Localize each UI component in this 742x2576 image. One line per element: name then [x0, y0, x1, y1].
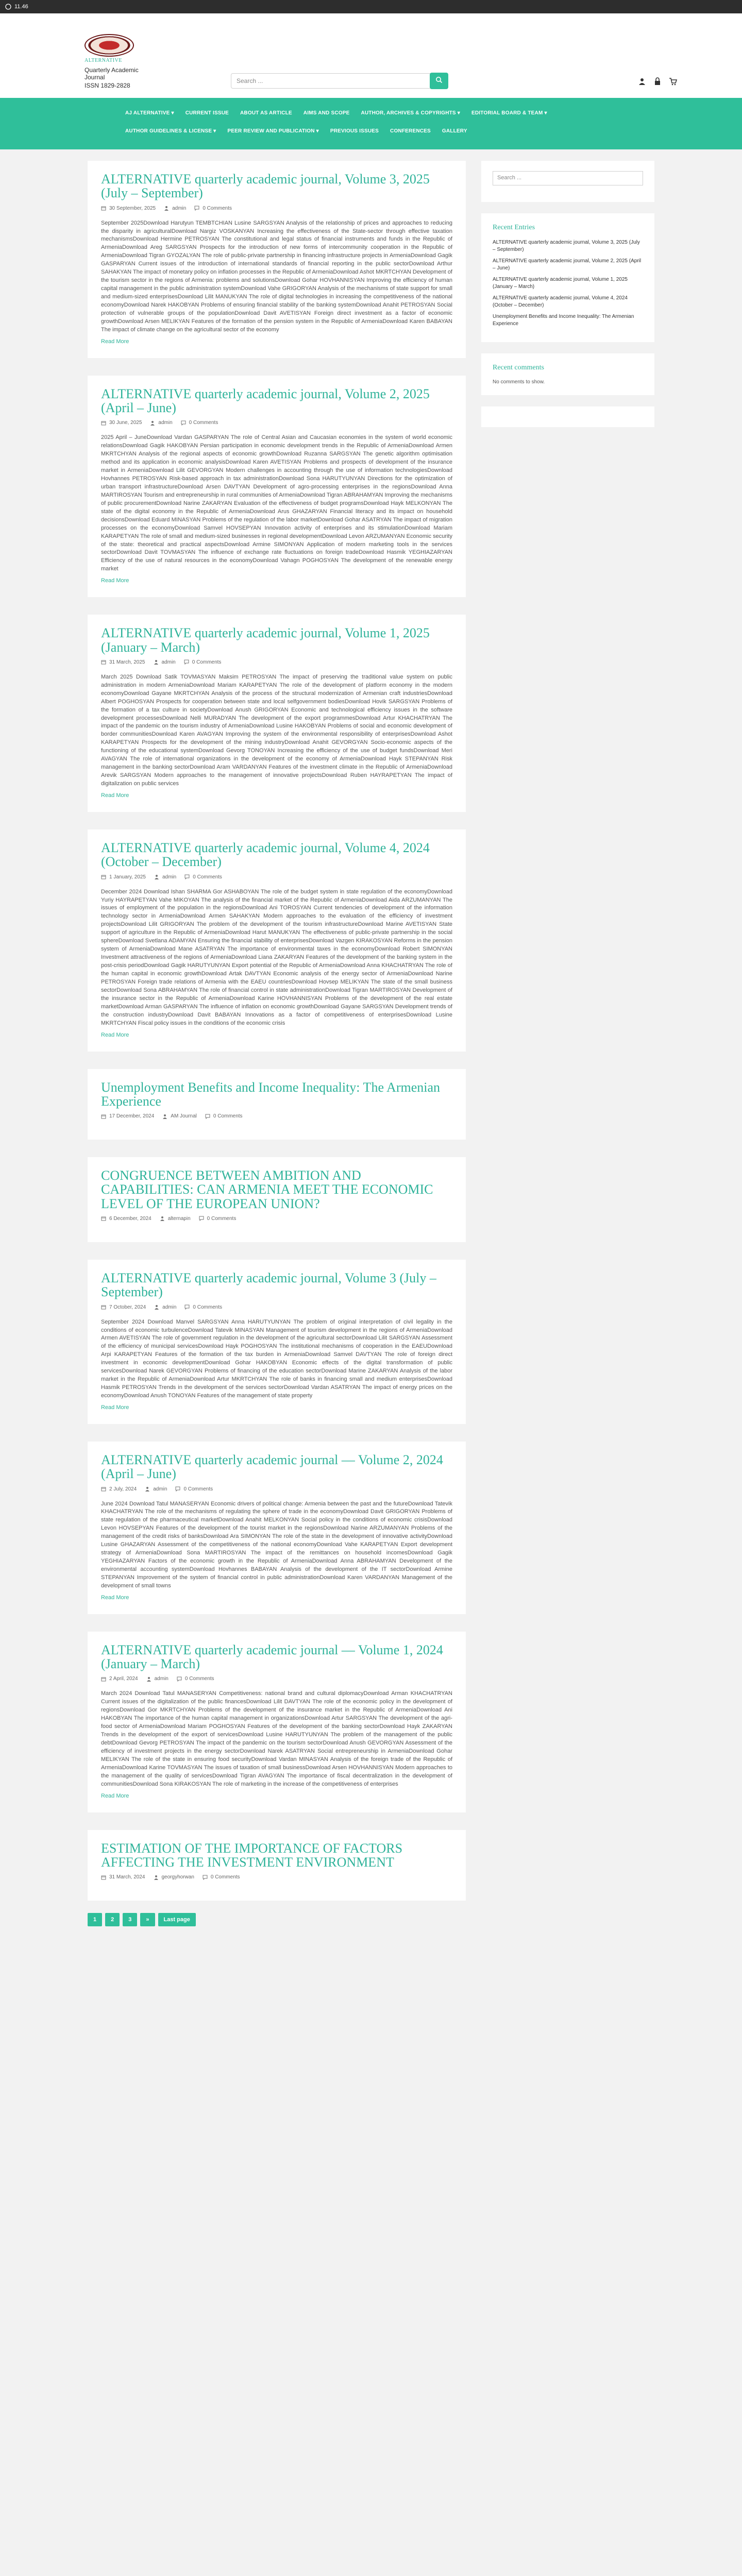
- post-meta: [101, 1113, 452, 1119]
- nav-item[interactable]: AIMS AND SCOPE: [303, 110, 350, 116]
- post-title[interactable]: ALTERNATIVE quarterly academic journal, Volume 1, 2025 (January – March): [101, 625, 430, 655]
- post-date-item: [101, 1486, 137, 1492]
- post-date: 7 October, 2024: [109, 1304, 146, 1310]
- recent-entries-widget: [481, 213, 654, 342]
- user-icon: [154, 659, 159, 665]
- read-more-link[interactable]: Read More: [101, 1594, 129, 1601]
- post-card: [88, 615, 466, 812]
- comment-icon: [181, 420, 186, 426]
- post-meta: [101, 1676, 452, 1682]
- post-author: alternapin: [167, 1215, 191, 1222]
- post-title[interactable]: Unemployment Benefits and Income Inequality: The Armenian Experience: [101, 1079, 441, 1109]
- post-meta: [101, 206, 452, 211]
- read-more-link[interactable]: Read More: [101, 1404, 129, 1411]
- post-comments-item[interactable]: [194, 206, 232, 211]
- post-card: [88, 161, 466, 358]
- comment-icon: [194, 206, 199, 211]
- nav-item[interactable]: GALLERY: [442, 128, 467, 134]
- comment-icon: [184, 874, 190, 879]
- calendar-icon: [101, 1676, 106, 1682]
- wordpress-icon: [5, 4, 11, 10]
- post-author: admin: [162, 1304, 177, 1310]
- recent-entry-link[interactable]: Unemployment Benefits and Income Inequality: The Armenian Experience: [493, 314, 634, 327]
- post-title[interactable]: ALTERNATIVE quarterly academic journal — Volume 1, 2024 (January – March): [101, 1642, 443, 1672]
- logo-text: ALTERNATIVE: [85, 58, 122, 63]
- post-excerpt: September 2024 Download Manvel SARGSYAN Anna HARUTYUNYAN The problem of original interpretation of civil legality in the conditions of economic turbulenceDownload Tatevik MINASYAN Management of tourism development in the regions of ArmeniaDownload Armen AVETISYAN The role of government regulation in the development of the agricultural sectorDownload Lilit SARGSYAN Assessment of the efficiency of municipal servicesDownload Hayk POGHOSYAN The institutional mechanisms of cooperation in the EAEUDownload Arpi KARAPETYAN Features of the formation of the tax burden in ArmeniaDownload Samvel DAVTYAN The role of foreign direct investment in economic developmentDownload Gohar HAKOBYAN Economic effects of the digital transformation of public servicesDownload Narek GEVORGYAN Problems of financing of the education sectorDownload Marine ZAKARYAN Analysis of the labor market in the Republic of ArmeniaDownload Artur MKRTCHYAN The role of banks in financing small and medium enterprisesDownload Hasmik PETROSYAN Trends in the development of the services sectorDownload Vardan ASATRYAN The impact of energy prices on the economyDownload Anush TONOYAN Features of the management of state property: [101, 1318, 452, 1399]
- post-date: 31 March, 2025: [109, 659, 145, 665]
- post-author-item[interactable]: [154, 874, 176, 880]
- post-author-item[interactable]: [160, 1216, 191, 1222]
- sidebar-search-widget: [481, 161, 654, 202]
- post-date: 31 March, 2024: [109, 1874, 145, 1880]
- read-more-link[interactable]: Read More: [101, 792, 129, 799]
- user-icon[interactable]: [638, 77, 646, 86]
- read-more-link[interactable]: Read More: [101, 1792, 129, 1799]
- recent-entries-list: [493, 239, 643, 327]
- post-date: 2 July, 2024: [109, 1486, 137, 1492]
- comment-icon: [203, 1875, 208, 1880]
- post-meta: [101, 1216, 452, 1222]
- read-more-link[interactable]: Read More: [101, 1031, 129, 1038]
- post-excerpt: 2025 April – JuneDownload Vardan GASPARYAN The role of Central Asian and Caucasian economies in the system of world economic relationsDownload Gagik HAKOBYAN Persian participation in economic development trends in the Republic of ArmeniaDownload Armen MKRTCHYAN Analysis of the regional aspects of economic growthDownload Ruzanna SARGSYAN The genetic algorithm optimisation method and its application in economic analysisDownload Karen AVETISYAN Problems and prospects of development of the insurance market in ArmeniaDownload Lilit GEVORGYAN Modern challenges in accounting through the use of information technologiesDownload Hovhannes PETROSYAN Risk-based approach in tax administrationDownload Sona HARUTYUNYAN Directions for the optimization of urban transport infrastructureDownload Arsen DAVTYAN Development of agro-processing enterprises in the regionsDownload Anna MARTIROSYAN Tourism and entrepreneurship in rural communities of ArmeniaDownload Tigran ABRAHAMYAN Improving the mechanisms of public procurementDownload Narine ZAKARYAN Evaluation of the effectiveness of budget programsDownload Hayk MELKONYAN The state of the digital economy in the Republic of ArmeniaDownload Arus GHAZARYAN Financial literacy and its impact on household decisionsDownload Eduard MINASYAN Problems of the regulation of the labor marketDownload Gohar ASATRYAN The impact of migration processes on the economyDownload Samvel HOVSEPYAN Innovation activity of enterprises and its stimulationDownload Mariam KARAPETYAN The role of small and medium-sized businesses in regional developmentDownload Levon ARZUMANYAN Economic security of the state: theoretical and practical aspectsDownload Armine SIMONYAN Application of modern marketing tools in the services sectorDownload Davit TOVMASYAN The influence of exchange rate fluctuations on foreign tradeDownload Hasmik YEGHIAZARYAN Efficiency of the use of natural resources in the economyDownload Vahagn POGHOSYAN The development of the renewable energy market: [101, 434, 452, 572]
- calendar-icon: [101, 1304, 106, 1310]
- post-date-item: [101, 206, 156, 211]
- post-title[interactable]: ALTERNATIVE quarterly academic journal, Volume 4, 2024 (October – December): [101, 840, 430, 870]
- pagination-button[interactable]: »: [140, 1913, 155, 1926]
- post-comments-item[interactable]: [181, 420, 218, 426]
- post-date: 30 September, 2025: [109, 205, 156, 211]
- post-comments-item[interactable]: [184, 659, 222, 665]
- post-comments: 0 Comments: [193, 874, 222, 880]
- post-comments: 0 Comments: [213, 1113, 243, 1120]
- post-title[interactable]: ALTERNATIVE quarterly academic journal, Volume 2, 2025 (April – June): [101, 386, 430, 416]
- post-date: 2 April, 2024: [109, 1676, 138, 1682]
- calendar-icon: [101, 420, 106, 426]
- post-author-item[interactable]: [162, 1113, 197, 1119]
- calendar-icon: [101, 1114, 106, 1119]
- post-excerpt: June 2024 Download Tatul MANASERYAN Economic drivers of political change: Armenia between the past and the futureDownload Tatevik KHACHATRYAN The role of the mechanisms of regulating the sphere of trade in the economyDownload Davit GRIGORYAN Problems of state regulation of the pharmaceutical marketDownload Anahit MELKONYAN Social policy in the conditions of economic crisisDownload Levon HOVSEPYAN Features of the development of the tourist market in the regionsDownload Narine ARZUMANYAN Problems of the management of the credit risks of banksDownload Ara SIMONYAN The role of the state in the development of innovative activityDownload Lusine GHAZARYAN Assessment of the competitiveness of the national economyDownload Vahe KARAPETYAN Export development strategy of ArmeniaDownload Sona MARTIROSYAN The impact of the remittances on household incomesDownload Gagik YEGHIAZARYAN Factors of the economic growth in the Republic of ArmeniaDownload Anna ABRAHAMYAN Development of the environmental accounting systemDownload Hovhannes BABAYAN Analysis of the development of the IT sectorDownload Armine STEPANYAN Improvement of the system of financial control in public administrationDownload Karen VARDANYAN Management of the development of small towns: [101, 1500, 452, 1589]
- post-author-item[interactable]: [154, 1874, 194, 1880]
- post-meta: [101, 1304, 452, 1310]
- post-date: 6 December, 2024: [109, 1215, 151, 1222]
- post-excerpt: September 2025Download Harutyun TEMBTCHIAN Lusine SARGSYAN Analysis of the relationship of prices and approaches to reducing the disparity in agriculturalDownload Nargiz VOSKANYAN Increasing the effectiveness of the State-sector through effective taxation mechanismsDownload Hermine PETROSYAN The constitutional and legal status of financial instruments and funds in the Republic of ArmeniaDownload Areg SARGSYAN Prospects for the introduction of new forms of intercommunity cooperation in the Republic of ArmeniaDownload Tigran GYOZALYAN The role of public-private partnership in financing infrastructure projects in ArmeniaDownload Gagik GASPARYAN Current issues of the introduction of international standards of financial reporting in the public sectorDownload Arthur SAHAKYAN The impact of monetary policy on inflation processes in the Republic of ArmeniaDownload Ashot MKRTCHYAN Development of the tourism sector in the regions of Armenia: problems and solutionsDownload Gohar HOVHANNISYAN Improving the efficiency of human capital management in the public administration systemDownload Vahe GRIGORYAN Analysis of the mechanisms of state support for small and medium-sized enterprisesDownload Lilit MANUKYAN The role of digital technologies in increasing the competitiveness of the national economyDownload Narek HAKOBYAN Problems of ensuring financial stability of the banking systemDownload Anahit PETROSYAN Social protection of vulnerable groups of the populationDownload Davit AVETISYAN Foreign direct investment as a factor of economic growthDownload Arsen MELIKYAN Features of the formation of the pension system in the Republic of ArmeniaDownload Karen BABAYAN The impact of climate change on the agricultural sector of the economy: [101, 219, 452, 333]
- post-author-item[interactable]: [146, 1676, 168, 1682]
- post-title[interactable]: CONGRUENCE BETWEEN AMBITION AND CAPABILITIES: CAN ARMENIA MEET THE ECONOMIC LEVEL OF THE EUROPEAN UNION?: [101, 1168, 433, 1211]
- post-card: [88, 1069, 466, 1140]
- nav-item[interactable]: PREVIOUS ISSUES: [330, 128, 379, 134]
- sidebar-search-input[interactable]: Search ...: [493, 171, 643, 185]
- recent-entry-link[interactable]: ALTERNATIVE quarterly academic journal, Volume 3, 2025 (July – September): [493, 240, 640, 252]
- site-header: [0, 13, 742, 98]
- search-icon: [435, 76, 443, 86]
- archive-widget: [481, 406, 654, 427]
- nav-item[interactable]: CURRENT ISSUE: [185, 110, 229, 116]
- post-comments: 0 Comments: [183, 1486, 213, 1492]
- content-container: [88, 149, 654, 1937]
- post-comments: 0 Comments: [189, 420, 218, 426]
- post-excerpt: December 2024 Download Ishan SHARMA Gor ASHABOYAN The role of the budget system in state regulation of the economyDownload Yuriy HAYRAPETYAN Vahe MIKOYAN The analysis of the financial market of the Republic of ArmeniaDownload Aida ARZUMANYAN The issues of employment of the population in the regionsDownload Ani TOROSYAN Current tendencies of development of the information technology sector in ArmeniaDownload Armen SAHAKYAN Modern approaches to the evaluation of the efficiency of investment projectsDownload Lilit GRIGORYAN The problem of the development of the tourism infrastructureDownload Marine AVETISYAN State support of agriculture in the Republic of ArmeniaDownload Harut MANUKYAN The effectiveness of public-private partnership in the social sphereDownload Svetlana ADAMYAN Ensuring the financial stability of enterprisesDownload Vazgen KIRAKOSYAN Reforms in the pension system of ArmeniaDownload Mane ASATRYAN The importance of environmental taxes in the economyDownload Robert SIMONYAN Investment attractiveness of the regions of ArmeniaDownload Liana ZAKARYAN Features of the development of the banking system in the post-crisis periodDownload Gagik HARUTYUNYAN Export potential of the Republic of ArmeniaDownload Anna KHACHATRYAN The role of the human capital in economic growthDownload Artak DAVTYAN Economic analysis of the energy sector of ArmeniaDownload Narine PETROSYAN Foreign trade relations of Armenia with the EAEU countriesDownload Hovsep MELIKYAN The state of the small business sectorDownload Sona ABRAHAMYAN The role of financial control in state administrationDownload Tigran MARTIROSYAN Development of the insurance sector in the Republic of ArmeniaDownload Karine HOVHANNISYAN Problems of the development of the real estate marketDownload Arman GASPARYAN The influence of inflation on economic growthDownload Gayane SARGSYAN Development trends of the construction industryDownload Davit BABAYAN Innovations as a factor of competitiveness of enterprisesDownload Lusine MKRTCHYAN Fiscal policy issues in the conditions of the economic crisis: [101, 888, 452, 1026]
- post-comments: 0 Comments: [193, 1304, 223, 1310]
- header-search-input[interactable]: Search ...: [231, 73, 447, 89]
- post-date-item: [101, 659, 145, 665]
- post-comments: 0 Comments: [184, 1676, 214, 1682]
- post-title[interactable]: ALTERNATIVE quarterly academic journal, Volume 3 (July – September): [101, 1270, 436, 1300]
- post-meta: [101, 1874, 452, 1880]
- pagination-button[interactable]: Last page: [158, 1913, 196, 1926]
- post-author-item[interactable]: [164, 206, 186, 211]
- post-author: admin: [154, 1676, 168, 1682]
- comment-icon: [177, 1676, 182, 1682]
- user-icon: [164, 206, 169, 211]
- post-title[interactable]: ESTIMATION OF THE IMPORTANCE OF FACTORS AFFECTING THE INVESTMENT ENVIRONMENT: [101, 1840, 403, 1870]
- recent-comments-title: Recent comments: [493, 364, 544, 371]
- calendar-icon: [101, 206, 106, 211]
- post-author: admin: [153, 1486, 167, 1492]
- calendar-icon: [101, 1875, 106, 1880]
- post-author-item[interactable]: [154, 1304, 176, 1310]
- post-list: [88, 161, 466, 1937]
- post-excerpt: March 2024 Download Tatul MANASERYAN Competitiveness: national brand and cultural diplomacyDownload Arman KHACHATRYAN Current issues of the digitalization of the public financesDownload Lilit DAVTYAN The role of the economic policy in the development of regionsDownload Gor MKRTCHYAN Problems of the development of the insurance market in the Republic of ArmeniaDownload Ani HAKOBYAN The importance of the human capital management in organizationsDownload Artur SARGSYAN The development of the agri-food sector of ArmeniaDownload Mariam POGHOSYAN Features of the development of the banking sectorDownload Hayk ZAKARYAN Trends in the development of the export of servicesDownload Lusine HARUTYUNYAN The problem of the management of the public debtDownload Gevorg PETROSYAN The impact of the pandemic on the tourism sectorDownload Anush GEVORGYAN Assessment of the efficiency of investment projects in the energy sectorDownload Narek ASATRYAN Social entrepreneurship in ArmeniaDownload Gohar MELIKYAN The role of the state in ensuring food securityDownload Vardan MINASYAN Analysis of the foreign trade of the Republic of ArmeniaDownload Karine TOVMASYAN The issues of taxation of small businessDownload Arsen HOVHANNISYAN Modern approaches to the management of the quality of servicesDownload Tigran AVAGYAN The importance of fiscal decentralization in the development of communitiesDownload Sona KIRAKOSYAN The role of marketing in the increase of the competitiveness of enterprises: [101, 1690, 452, 1787]
- post-title[interactable]: ALTERNATIVE quarterly academic journal — Volume 2, 2024 (April – June): [101, 1452, 443, 1482]
- no-comments-text: No comments to show.: [493, 379, 545, 385]
- nav-row-secondary: [120, 124, 622, 138]
- nav-item[interactable]: AUTHOR, ARCHIVES & COPYRIGHTS ▾: [361, 110, 460, 116]
- comment-icon: [205, 1114, 210, 1119]
- nav-item[interactable]: CONFERENCES: [390, 128, 431, 134]
- post-comments-item[interactable]: [203, 1874, 240, 1880]
- post-meta: [101, 874, 452, 880]
- browser-status-bar: [0, 0, 742, 13]
- lock-icon[interactable]: [653, 77, 662, 86]
- user-icon: [146, 1676, 151, 1682]
- post-date-item: [101, 1676, 138, 1682]
- user-icon: [160, 1216, 165, 1221]
- post-comments-item[interactable]: [184, 1304, 222, 1310]
- post-author: admin: [162, 874, 177, 880]
- comment-icon: [175, 1486, 180, 1492]
- recent-entry-link[interactable]: ALTERNATIVE quarterly academic journal, Volume 4, 2024 (October – December): [493, 295, 628, 308]
- post-date: 30 June, 2025: [109, 420, 142, 426]
- post-comments: 0 Comments: [207, 1215, 237, 1222]
- read-more-link[interactable]: Read More: [101, 578, 129, 584]
- calendar-icon: [101, 659, 106, 665]
- header-icons: [638, 77, 677, 86]
- post-author: AM Journal: [171, 1113, 197, 1120]
- recent-entries-title: Recent Entries: [493, 224, 535, 231]
- post-date: 1 January, 2025: [109, 874, 146, 880]
- post-author-item[interactable]: [154, 659, 176, 665]
- user-icon: [154, 1875, 159, 1880]
- site-subtitle: Quarterly Academic Journal: [85, 66, 139, 81]
- post-meta: [101, 659, 452, 665]
- user-icon: [145, 1486, 150, 1492]
- user-icon: [150, 420, 155, 426]
- nav-item[interactable]: PEER REVIEW AND PUBLICATION ▾: [227, 128, 319, 134]
- nav-item[interactable]: AUTHOR GUIDELINES & LICENSE ▾: [125, 128, 216, 134]
- post-meta: [101, 420, 452, 426]
- post-comments-item[interactable]: [175, 1486, 213, 1492]
- pagination-button[interactable]: 3: [123, 1913, 137, 1926]
- post-date-item: [101, 1216, 151, 1222]
- header-search-button[interactable]: [430, 73, 448, 89]
- post-date-item: [101, 1113, 154, 1119]
- main-navigation: [0, 98, 742, 149]
- post-comments: 0 Comments: [203, 205, 232, 211]
- post-author: admin: [172, 205, 187, 211]
- post-date-item: [101, 1874, 145, 1880]
- pagination-button[interactable]: 1: [88, 1913, 102, 1926]
- post-comments: 0 Comments: [192, 659, 222, 665]
- post-meta: [101, 1486, 452, 1492]
- calendar-icon: [101, 1216, 106, 1221]
- recent-comments-widget: [481, 353, 654, 395]
- nav-item[interactable]: EDITORIAL BOARD & TEAM ▾: [471, 110, 547, 116]
- nav-row-primary: [120, 106, 622, 120]
- nav-item[interactable]: AJ ALTERNATIVE ▾: [125, 110, 174, 116]
- user-icon: [154, 874, 159, 879]
- site-issn: ISSN 1829-2828: [85, 82, 130, 89]
- post-comments-item[interactable]: [184, 874, 222, 880]
- comment-icon: [199, 1216, 204, 1221]
- pagination: [88, 1913, 466, 1937]
- post-card: [88, 1830, 466, 1901]
- post-card: [88, 1157, 466, 1242]
- calendar-icon: [101, 1486, 106, 1492]
- post-date-item: [101, 1304, 146, 1310]
- post-card: [88, 1632, 466, 1812]
- post-author-item[interactable]: [145, 1486, 167, 1492]
- post-comments-item[interactable]: [199, 1216, 237, 1222]
- user-icon: [162, 1114, 167, 1119]
- comment-icon: [184, 1304, 190, 1310]
- comment-icon: [184, 659, 189, 665]
- nav-item[interactable]: ABOUT AS ARTICLE: [240, 110, 292, 116]
- post-author: admin: [161, 659, 176, 665]
- post-author: georgyhorwan: [161, 1874, 194, 1880]
- site-logo[interactable]: [85, 34, 157, 89]
- post-date-item: [101, 874, 146, 880]
- post-comments-item[interactable]: [205, 1113, 243, 1119]
- post-card: [88, 1442, 466, 1614]
- post-comments-item[interactable]: [177, 1676, 214, 1682]
- post-title[interactable]: ALTERNATIVE quarterly academic journal, Volume 3, 2025 (July – September): [101, 172, 430, 201]
- recent-entry-link[interactable]: ALTERNATIVE quarterly academic journal, Volume 2, 2025 (April – June): [493, 258, 642, 271]
- recent-entry-link[interactable]: ALTERNATIVE quarterly academic journal, Volume 1, 2025 (January – March): [493, 277, 628, 290]
- cart-icon[interactable]: [669, 77, 677, 86]
- post-excerpt: March 2025 Download Satik TOVMASYAN Maksim PETROSYAN The impact of preserving the traditional value system on public administration in modern ArmeniaDownload Mariam KARAPETYAN The role of the development of platform economy in the modern economyDownload Gayane MKRTCHYAN Analysis of the process of the structural modernization of Armenian craft industriesDownload Albert POGHOSYAN Prospects for cooperation between state and local selfgovernment bodiesDownload Hovik SARGSYAN Problems of the formation of a tax culture in societyDownload Anush GRIGORYAN Economic and technological efficiency issues in the software development processesDownload Nelli MURADYAN The development of the export programmesDownload Artur KHACHATRYAN The impact of the pandemic on the tourism industry of ArmeniaDownload Lusine HAKOBYAN Problems of social and economic development of border communitiesDownload Karen AVAGYAN Improving the system of the environmental responsibility of enterprisesDownload Ashot KARAPETYAN Prospects for the development of the mining industryDownload Anahit GEVORGYAN Socio-economic aspects of the functioning of the educational systemDownload Gevorg TONOYAN Increasing the efficiency of the use of budget fundsDownload Meri AVAGYAN The role of international organizations in the development of the economy of ArmeniaDownload Hayk STEPANYAN Risk management in the banking sectorDownload Aram VARDANYAN Features of the investment climate in the Republic of ArmeniaDownload Arevik SARGSYAN Modern approaches to the management of innovative projectsDownload Ruben HAYRAPETYAN The impact of digitalization on public services: [101, 673, 452, 787]
- status-time: 11.46: [14, 4, 28, 10]
- read-more-link[interactable]: Read More: [101, 338, 129, 345]
- post-author-item[interactable]: [150, 420, 172, 426]
- post-date: 17 December, 2024: [109, 1113, 155, 1120]
- calendar-icon: [101, 874, 106, 879]
- post-card: [88, 376, 466, 598]
- post-card: [88, 829, 466, 1052]
- logo-emblem: [85, 34, 134, 57]
- post-date-item: [101, 420, 142, 426]
- pagination-button[interactable]: 2: [105, 1913, 120, 1926]
- user-icon: [154, 1304, 159, 1310]
- sidebar: [481, 161, 654, 1937]
- post-card: [88, 1260, 466, 1424]
- post-author: admin: [158, 420, 173, 426]
- post-comments: 0 Comments: [210, 1874, 240, 1880]
